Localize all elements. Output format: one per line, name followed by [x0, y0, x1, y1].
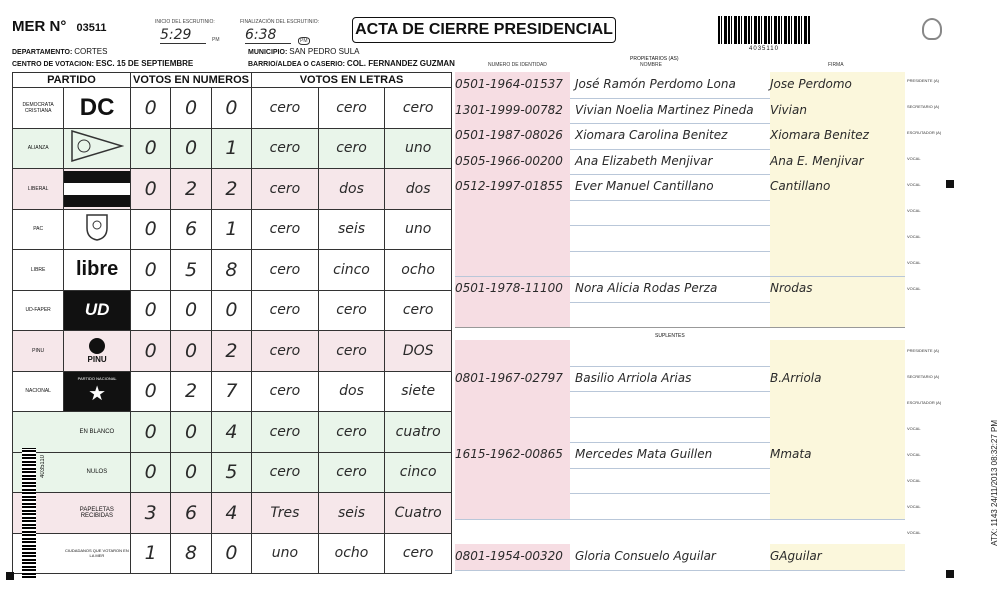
votes-word: ocho [318, 533, 385, 574]
role-vocal: VOCAL [907, 530, 921, 535]
votes-word: cero [252, 371, 319, 412]
party-name: ALIANZA [13, 128, 64, 169]
member-signature: Vivian [770, 98, 905, 124]
list-item [455, 468, 905, 495]
list-item [455, 149, 905, 176]
votes-digit: 5 [171, 250, 211, 291]
votes-digit: 0 [130, 371, 170, 412]
barcode-number: 4035110 [749, 46, 779, 52]
party-logo-pac [64, 209, 131, 250]
member-signature: B.Arriola [770, 366, 905, 392]
suplentes-label: SUPLENTES [655, 333, 685, 339]
votes-word: dos [318, 169, 385, 210]
registration-mark [6, 572, 14, 580]
row-label-ciudadanos: CIUDADANOS QUE VOTARON EN LA MER [64, 533, 131, 574]
votes-digit: 2 [211, 169, 251, 210]
party-logo-libre: libre [64, 250, 131, 291]
departamento-value: CORTES [74, 47, 108, 56]
table-row [13, 290, 452, 331]
votes-digit: 0 [171, 331, 211, 372]
party-name: DEMOCRATA CRISTIANA [13, 88, 64, 129]
side-barcode-number: 4035110 [40, 455, 46, 478]
table-row [13, 371, 452, 412]
document-title: ACTA DE CIERRE PRESIDENCIAL [352, 17, 616, 43]
table-row [13, 128, 452, 169]
table-row [13, 209, 452, 250]
votes-word: Tres [252, 493, 319, 534]
name-column-label: NOMBRE [640, 62, 662, 68]
member-id: 0501-1987-08026 [455, 123, 570, 149]
member-name: Ever Manuel Cantillano [575, 179, 714, 193]
registration-mark [946, 570, 954, 578]
row-label-papeletas: PAPELETAS RECIBIDAS [64, 493, 131, 534]
votes-word: cero [252, 169, 319, 210]
member-signature [770, 200, 905, 226]
role-vocal: VOCAL [907, 286, 921, 291]
member-name: Mercedes Mata Guillen [575, 447, 713, 461]
role-secretario: SECRETARIO (A) [907, 374, 940, 379]
propietarios-label: PROPIETARIOS (AS) [630, 56, 679, 62]
votes-digit: 0 [130, 128, 170, 169]
member-signature: Ana E. Menjivar [770, 149, 905, 175]
role-vocal: VOCAL [907, 156, 921, 161]
member-id [455, 251, 570, 277]
votes-digit: 4 [211, 412, 251, 453]
member-id: 0505-1966-00200 [455, 149, 570, 175]
votes-word: cero [252, 452, 319, 493]
votes-digit: 7 [211, 371, 251, 412]
votes-word: DOS [385, 331, 452, 372]
list-item [455, 340, 905, 367]
member-signature [770, 391, 905, 417]
votes-digit: 1 [130, 533, 170, 574]
votes-digit: 1 [211, 128, 251, 169]
list-item [455, 225, 905, 252]
votes-word: cero [318, 452, 385, 493]
role-secretario: SECRETARIO (A) [907, 104, 940, 109]
member-id: 0501-1964-01537 [455, 72, 570, 98]
member-id: 0801-1954-00320 [455, 544, 570, 570]
col-letras: VOTOS EN LETRAS [252, 73, 452, 88]
centro-value: ESC. 15 DE SEPTIEMBRE [95, 59, 194, 68]
table-row [13, 169, 452, 210]
votes-word: cero [252, 331, 319, 372]
pac-shield-icon [84, 212, 110, 242]
list-item [455, 174, 905, 201]
barrio-value: COL. FERNANDEZ GUZMAN [346, 59, 455, 68]
municipio-value: SAN PEDRO SULA [289, 47, 360, 56]
party-logo-pinu [64, 331, 131, 372]
row-label-nulos: NULOS [64, 452, 131, 493]
votes-digit: 2 [211, 331, 251, 372]
inicio-label: INICIO DEL ESCRUTINIO: [155, 19, 215, 25]
member-id [455, 417, 570, 443]
id-column-label: NUMERO DE IDENTIDAD [488, 62, 547, 68]
pinu-emblem-icon [89, 338, 105, 354]
votes-word: cero [318, 128, 385, 169]
finalizacion-value: 6:38 [245, 27, 291, 44]
votes-word: uno [252, 533, 319, 574]
centro-label: CENTRO DE VOTACION: ESC. 15 DE SEPTIEMBRE [12, 59, 194, 68]
votes-digit: 0 [211, 533, 251, 574]
votes-word: seis [318, 209, 385, 250]
member-id: 0801-1967-02797 [455, 366, 570, 392]
member-signature: Jose Perdomo [770, 72, 905, 98]
table-row [13, 412, 452, 453]
votes-digit: 0 [130, 88, 170, 129]
votes-word: cero [318, 331, 385, 372]
table-row [13, 331, 452, 372]
member-id [455, 200, 570, 226]
role-vocal: VOCAL [907, 426, 921, 431]
votes-word: cero [318, 412, 385, 453]
timestamp-stamp: ATX: 1143 24/11/2013 08:32:27 PM [990, 420, 999, 546]
votes-word: cero [252, 88, 319, 129]
votes-digit: 0 [171, 290, 211, 331]
votes-word: Cuatro [385, 493, 452, 534]
votes-digit: 0 [130, 169, 170, 210]
table-row [13, 88, 452, 129]
party-name: UD-FAPER [13, 290, 64, 331]
votes-word: dos [385, 169, 452, 210]
pinu-logo-text: PINU [87, 354, 107, 364]
votes-digit: 0 [130, 250, 170, 291]
list-item [455, 442, 905, 469]
member-id [455, 340, 570, 366]
votes-digit: 8 [211, 250, 251, 291]
votes-word: cinco [318, 250, 385, 291]
votes-word: seis [318, 493, 385, 534]
list-item [455, 98, 905, 125]
nacional-logo-text: PARTIDO NACIONAL [77, 376, 117, 382]
member-id: 1615-1962-00865 [455, 442, 570, 468]
member-signature [770, 493, 905, 519]
table-row [13, 250, 452, 291]
member-name: Gloria Consuelo Aguilar [575, 549, 716, 563]
votes-word: cero [318, 88, 385, 129]
party-name: PAC [13, 209, 64, 250]
votes-digit: 0 [171, 412, 211, 453]
role-vocal: VOCAL [907, 260, 921, 265]
list-item [455, 493, 905, 520]
votes-word: cuatro [385, 412, 452, 453]
member-name: Nora Alicia Rodas Perza [575, 281, 718, 295]
list-item [455, 544, 905, 571]
votes-digit: 2 [171, 169, 211, 210]
member-name: José Ramón Perdomo Lona [575, 77, 736, 91]
member-signature: GAguilar [770, 544, 905, 570]
list-item [455, 200, 905, 227]
member-signature [770, 302, 905, 328]
votes-digit: 0 [211, 290, 251, 331]
role-vocal: VOCAL [907, 504, 921, 509]
list-item [455, 251, 905, 278]
votes-digit: 0 [130, 290, 170, 331]
role-vocal: VOCAL [907, 234, 921, 239]
side-barcode-graphic [22, 448, 36, 578]
votes-word: uno [385, 128, 452, 169]
member-signature [770, 468, 905, 494]
votes-digit: 6 [171, 209, 211, 250]
party-logo-liberal [64, 169, 131, 210]
list-item [455, 72, 905, 99]
party-name: PINU [13, 331, 64, 372]
role-presidente: PRESIDENTE (A) [907, 78, 940, 83]
alianza-flag-icon [70, 129, 124, 163]
table-row [13, 493, 452, 534]
list-item [455, 366, 905, 393]
party-logo-ud: UD [64, 290, 131, 331]
votes-word: cero [385, 533, 452, 574]
emblem-icon [922, 18, 942, 40]
member-signature: Xiomara Benitez [770, 123, 905, 149]
party-logo-alianza [64, 128, 131, 169]
votes-digit: 0 [171, 128, 211, 169]
member-signature [770, 340, 905, 366]
votes-digit: 4 [211, 493, 251, 534]
party-name: NACIONAL [13, 371, 64, 412]
role-escrutador: ESCRUTADOR (A) [907, 130, 942, 135]
role-vocal: VOCAL [907, 208, 921, 213]
votes-word: cero [252, 250, 319, 291]
votes-word: dos [318, 371, 385, 412]
member-id [455, 391, 570, 417]
registration-mark [946, 180, 954, 188]
votes-word: uno [385, 209, 452, 250]
member-signature [770, 417, 905, 443]
list-item [455, 123, 905, 150]
votes-digit: 0 [130, 209, 170, 250]
party-logo-dc: DC [64, 88, 131, 129]
votes-word: cero [252, 290, 319, 331]
votes-digit: 5 [211, 452, 251, 493]
votes-digit: 3 [130, 493, 170, 534]
votes-digit: 0 [130, 452, 170, 493]
votes-digit: 0 [171, 88, 211, 129]
member-id [455, 225, 570, 251]
list-item [455, 391, 905, 418]
votes-word: cinco [385, 452, 452, 493]
votes-digit: 6 [171, 493, 211, 534]
role-vocal: VOCAL [907, 182, 921, 187]
finalizacion-label: FINALIZACIÓN DEL ESCRUTINIO: [240, 19, 319, 25]
member-id: 1301-1999-00782 [455, 98, 570, 124]
votes-digit: 0 [171, 452, 211, 493]
votes-table [12, 72, 452, 574]
votes-word: cero [385, 88, 452, 129]
votes-digit: 2 [171, 371, 211, 412]
member-name: Vivian Noelia Martinez Pineda [575, 102, 754, 117]
member-signature [770, 251, 905, 277]
finalizacion-pm: PM [300, 38, 308, 44]
role-presidente: PRESIDENTE (A) [907, 348, 940, 353]
mer-value: 03511 [76, 22, 107, 34]
votes-digit: 0 [211, 88, 251, 129]
firma-column-label: FIRMA [828, 62, 844, 68]
municipio-label: MUNICIPIO: SAN PEDRO SULA [248, 47, 360, 56]
row-label-blanco: EN BLANCO [64, 412, 131, 453]
votes-digit: 1 [211, 209, 251, 250]
member-name: Xiomara Carolina Benitez [575, 128, 728, 142]
inicio-value: 5:29 [160, 27, 206, 44]
list-item [455, 302, 905, 329]
member-id [455, 302, 570, 328]
votes-word: cero [385, 290, 452, 331]
role-vocal: VOCAL [907, 452, 921, 457]
role-vocal: VOCAL [907, 478, 921, 483]
member-signature: Nrodas [770, 276, 905, 302]
table-row [13, 533, 452, 574]
votes-word: cero [318, 290, 385, 331]
party-name: LIBRE [13, 250, 64, 291]
star-icon: ★ [88, 383, 107, 406]
barcode-graphic [718, 16, 810, 44]
table-row [13, 452, 452, 493]
col-partido: PARTIDO [13, 73, 131, 88]
votes-word: siete [385, 371, 452, 412]
barrio-label: BARRIO/ALDEA O CASERIO: COL. FERNANDEZ GUZMAN [248, 59, 455, 68]
votes-word: cero [252, 412, 319, 453]
member-id: 0512-1997-01855 [455, 174, 570, 200]
votes-digit: 0 [130, 331, 170, 372]
votes-digit: 8 [171, 533, 211, 574]
list-item [455, 417, 905, 444]
member-id [455, 468, 570, 494]
member-id: 0501-1978-11100 [455, 276, 570, 302]
votes-word: ocho [385, 250, 452, 291]
list-item [455, 276, 905, 303]
votes-digit: 0 [130, 412, 170, 453]
member-signature [770, 225, 905, 251]
inicio-pm: PM [212, 37, 220, 43]
votes-word: cero [252, 209, 319, 250]
votes-word: cero [252, 128, 319, 169]
member-signature: Mmata [770, 442, 905, 468]
role-escrutador: ESCRUTADOR (A) [907, 400, 942, 405]
member-name: Basilio Arriola Arias [575, 370, 692, 385]
mer-label: MER N° [12, 18, 67, 35]
member-name: Ana Elizabeth Menjivar [575, 153, 713, 168]
mer-number [12, 18, 107, 35]
party-logo-nacional [64, 371, 131, 412]
party-name: LIBERAL [13, 169, 64, 210]
col-numeros: VOTOS EN NUMEROS [130, 73, 251, 88]
member-id [455, 493, 570, 519]
member-signature: Cantillano [770, 174, 905, 200]
departamento-label: DEPARTAMENTO: CORTES [12, 47, 108, 56]
